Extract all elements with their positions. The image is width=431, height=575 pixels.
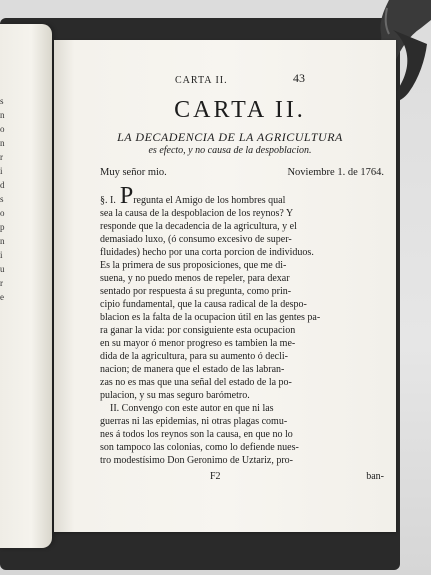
paragraph-1-line: cipio fundamental, que la causa radical de la despo- [100,299,307,310]
paragraph-1 [100,183,384,402]
paragraph-1-line: responde que la decadencia de la agricultura, y el [100,221,297,232]
left-edge-letter: n [0,236,5,246]
paragraph-1-line: en su mayor ó menor progreso es tambien la me- [100,338,296,349]
left-edge-letter: e [0,292,4,302]
running-head-title: CARTA II. [175,75,228,86]
page-number: 43 [293,71,305,85]
left-edge-letter: i [0,250,3,260]
subtitle-line-1: LA DECADENCIA DE LA AGRICULTURA [117,130,343,144]
salutation: Muy señor mio. [100,167,167,178]
paragraph-1-line: ra ganar la vida: por consiguiente esta ocupacion [100,325,296,336]
left-page [0,24,52,548]
left-edge-letter: r [0,278,3,288]
page-footer [100,469,384,485]
paragraph-1-text [100,195,320,401]
body-text [100,183,384,467]
left-edge-letter: s [0,194,4,204]
left-edge-letter: u [0,264,5,274]
paragraph-1-line: pulacion, y su mas seguro barómetro. [100,390,250,401]
paragraph-1-line: blacion es la falta de la ocupacion útil en las gentes pa- [100,312,321,323]
paragraph-1-line: fluidades) hecho por una corta porcion de individuos. [100,247,314,258]
paragraph-2-line: tro modestísimo Don Geronimo de Uztariz, pro- [100,455,294,466]
paragraph-2-line: nes á todos los reynos son la causa, en que no lo [100,429,293,440]
paragraph-1-line: sea la causa de la despoblacion de los reynos? Y [100,208,294,219]
subtitle-line-2: es efecto, y no causa de la despoblacion. [148,145,312,156]
left-edge-letter: o [0,124,5,134]
paragraph-1-line: dida de la agricultura, para su aumento ó decli- [100,351,288,362]
paragraph-2-line: son tampoco las colonias, como lo defiende nues- [100,442,299,453]
left-edge-letter: o [0,208,5,218]
paragraph-2 [100,402,384,467]
running-header [175,71,385,93]
page-content [100,46,385,485]
letter-subtitle [75,130,385,157]
left-edge-letter: s [0,96,4,106]
left-edge-letter: i [0,166,3,176]
letter-date: Noviembre 1. de 1764. [287,167,384,178]
left-edge-letter: n [0,110,5,120]
left-edge-letter: p [0,222,5,232]
catchword: ban- [366,471,384,482]
paragraph-1-line: zas no es mas que una señal del estado de la po- [100,377,292,388]
paragraph-1-line: demasiado luxo, (ó consumo excesivo de super- [100,234,292,245]
right-page [54,40,396,532]
paragraph-2-line: II. Convengo con este autor en que ni las [110,403,274,414]
paragraph-2-line: guerras ni las epidemias, ni otras plagas comu- [100,416,288,427]
paragraph-1-line: Es la primera de sus proposiciones, que me di- [100,260,287,271]
paragraph-1-line: nacion; de manera que el estado de las labran- [100,364,285,375]
dateline [100,167,384,178]
paragraph-1-line: suena, y no puedo menos de repeler, para dexar [100,273,290,284]
letter-title: CARTA II. [174,97,306,123]
left-edge-letter: d [0,180,5,190]
paragraph-1-line: regunta el Amigo de los hombres qual [133,195,286,206]
drop-cap: P [119,183,134,209]
section-mark: §. I. [100,195,116,206]
left-edge-letter: r [0,152,3,162]
signature-mark: F2 [210,471,221,482]
paragraph-1-line: sentado por respuesta á su pregunta, como prin- [100,286,292,297]
left-page-edge-text [0,94,14,304]
left-edge-letter: n [0,138,5,148]
